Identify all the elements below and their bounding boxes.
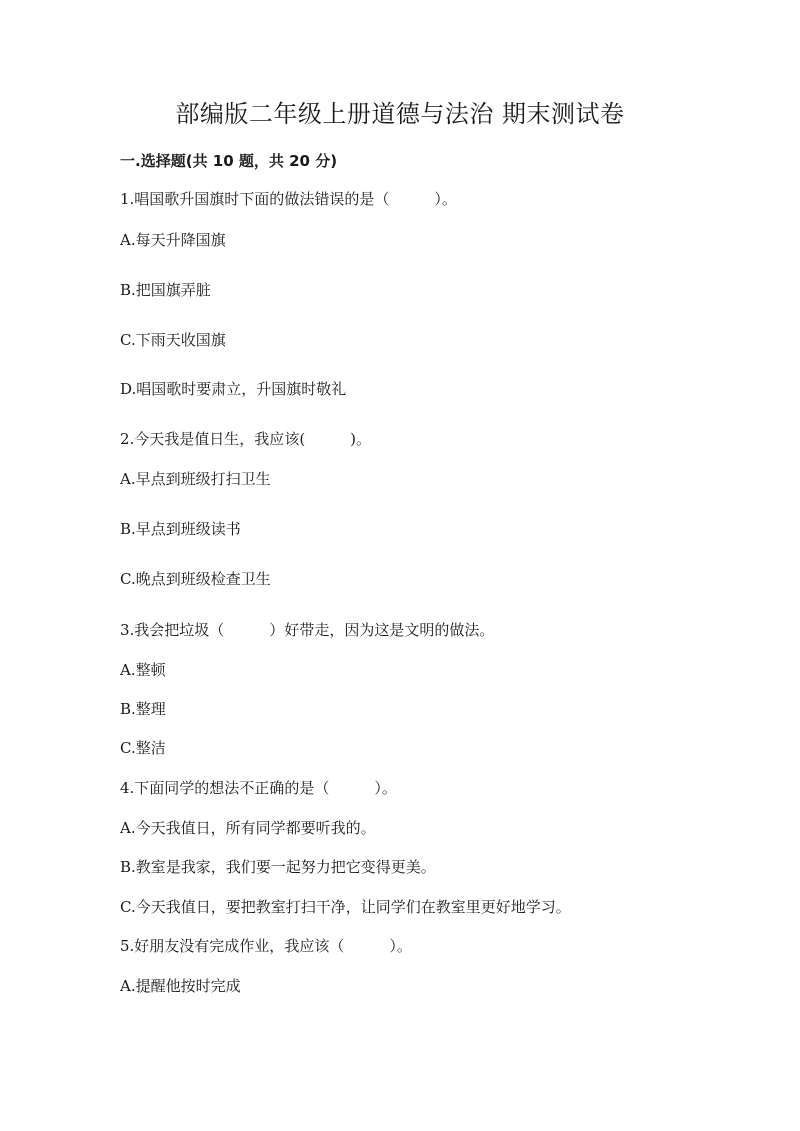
question-1-option-a: A.每天升降国旗 <box>120 231 226 249</box>
question-4-option-b: B.教室是我家，我们要一起努力把它变得更美。 <box>120 858 436 876</box>
question-1-option-c: C.下雨天收国旗 <box>120 331 226 349</box>
question-3-option-a: A.整顿 <box>120 661 166 679</box>
question-5-stem: 5.好朋友没有完成作业，我应该（ ）。 <box>120 937 412 955</box>
question-2-option-c: C.晚点到班级检查卫生 <box>120 570 271 588</box>
question-2-option-b: B.早点到班级读书 <box>120 520 241 538</box>
question-4-stem: 4.下面同学的想法不正确的是（ ）。 <box>120 779 397 797</box>
question-1-option-d: D.唱国歌时要肃立，升国旗时敬礼 <box>120 380 347 398</box>
section-heading: 一.选择题(共 10 题，共 20 分) <box>120 152 338 170</box>
question-2-stem: 2.今天我是值日生，我应该( )。 <box>120 430 372 448</box>
question-5-option-a: A.提醒他按时完成 <box>120 977 241 995</box>
question-1-option-b: B.把国旗弄脏 <box>120 281 211 299</box>
exam-title: 部编版二年级上册道德与法治 期末测试卷 <box>175 100 625 128</box>
question-4-option-c: C.今天我值日，要把教室打扫干净，让同学们在教室里更好地学习。 <box>120 898 571 916</box>
question-2-option-a: A.早点到班级打扫卫生 <box>120 470 271 488</box>
question-4-option-a: A.今天我值日，所有同学都要听我的。 <box>120 819 376 837</box>
question-1-stem: 1.唱国歌升国旗时下面的做法错误的是（ ）。 <box>120 190 457 208</box>
question-3-stem: 3.我会把垃圾（ ）好带走，因为这是文明的做法。 <box>120 621 495 639</box>
question-3-option-c: C.整洁 <box>120 739 166 757</box>
question-3-option-b: B.整理 <box>120 700 166 718</box>
